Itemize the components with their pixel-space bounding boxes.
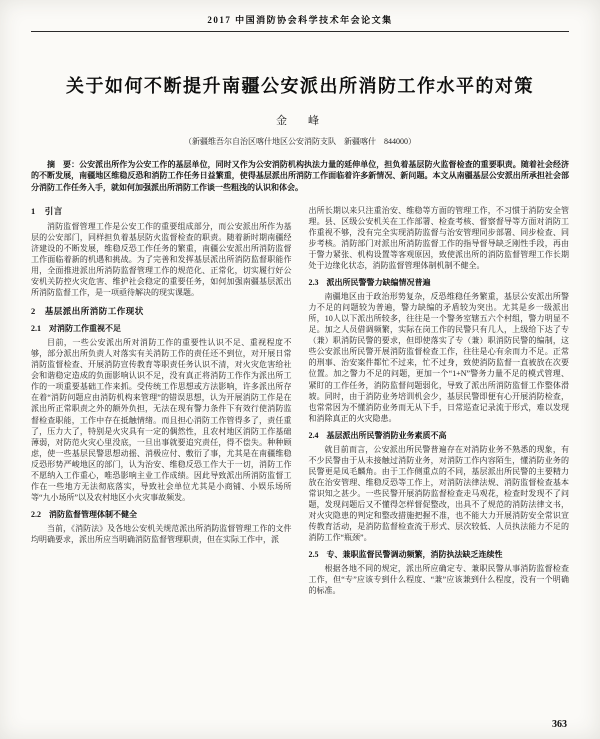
- section-2-4-heading: 2.4 基层派出所民警消防业务素质不高: [308, 430, 447, 440]
- section-2-3-paragraph: 南疆地区由于政治形势复杂，反恐维稳任务繁重，基层公安派出所警力不足的问题较为普遍，警力缺编的矛盾较为突出。尤其是乡一级派出所，10人以下派出所较多，往往是一个警务室辖五六个村组，警力明显不足。加之人员借调频繁，实际在岗工作的民警只有几人，上级给下达了专（兼）职消防民警的要求，但即使落实了专（兼）职消防民警的编制，这些公安派出所民警开展消防监督检查工作，往往是心有余而力不足。正常的刑事、治安案件都忙不过来，忙不过身，致使消防监督一直被放在次要位置。加之警力不足的问题，更加一个“1+N”警务力量不足的模式管理、紧盯的工作任务，消防监督问题弱化，导致了派出所消防监督工作整体滑坡。同时，由于消防业务培训机会少，基层民警即便有心开展消防检查，也常常因为不懂消防业务而无从下手，日常巡查记录流于形式，难以发现和消除真正的火灾隐患。: [308, 292, 569, 423]
- abstract-block: [31, 159, 569, 193]
- section-2-5-heading: 2.5 专、兼职监督民警调动频繁，消防执法缺乏连续性: [308, 549, 503, 559]
- section-2-1-paragraph: 目前，一些公安派出所对消防工作的重要性认识不足、重视程度不够，部分派出所负责人对落实有关消防工作的责任还不到位，对开展日常消防监督检查、开展消防宣传教育等职责任务认识不清，对火灾危害给社会和谐稳定造成的负面影响认识不足，没有真正将消防工作作为派出所工作的一项重要基础工作来抓。受传统工作思想或方法影响，许多派出所存在着“消防问题应由消防机构来管理”的错误思想，认为开展消防工作是在派出所正常职责之外的额外负担，无法在现有警力条件下有效行使消防监督检查职能，工作中存在抵触情绪。而且担心消防工作管得多了，责任重了，压力大了，特别是火灾具有一定的偶然性，且农村地区消防工作基础薄弱，对防范火灾心里没底，一旦出事就要追究责任，得不偿失。种种顾虑，使一些基层民警思想动摇、消极应付、敷衍了事，尤其是在南疆维稳反恐形势严峻地区的部门，认为治安、维稳反恐工作大于一切，消防工作不愿纳入工作重心，唯恐影响主业工作成绩。因此导致派出所消防监督工作在一些地方无法彻底落实，导致社会单位尤其是小商铺、小娱乐场所等“九小场所”以及农村地区小火灾事故频发。: [31, 338, 292, 502]
- two-column-body: [31, 204, 569, 706]
- section-2-3-heading: 2.3 派出所民警警力缺编情况普遍: [308, 278, 431, 288]
- section-1-paragraph: 消防监督管理工作是公安工作的重要组成部分，而公安派出所作为基层的公安部门，同样担负着基层防火监督检查的职责。随着新时期南疆经济建设的不断发展，维稳反恐工作任务的繁重，南疆公安派出所消防监督工作面临着新的机遇和挑战。为了完善和发挥基层派出所消防监督职能作用，全面推进派出所消防监督管理工作的规范化、正常化，切实履行好公安机关防控火灾危害、维护社会稳定的重要任务，如何加强南疆基层派出所消防监督工作，是一项亟待解决的现实课题。: [31, 222, 292, 298]
- abstract-label: 摘 要：: [47, 160, 80, 169]
- proceedings-title: 2017 中国消防协会科学技术年会论文集: [207, 15, 393, 25]
- section-1-heading: 1 引言: [31, 206, 63, 217]
- section-2-2-heading: 2.2 消防监督管理体制不健全: [31, 509, 137, 519]
- page-header: [31, 13, 569, 32]
- author-affiliation: （新疆维吾尔自治区喀什地区公安消防支队 新疆喀什 844000）: [184, 137, 416, 146]
- right-column: [309, 204, 570, 706]
- section-2-4-paragraph: 就目前而言，公安派出所民警普遍存在对消防业务不熟悉的现象，有不少民警由于从未接触过消防业务，对消防工作内容陌生，懂消防业务的民警更是凤毛麟角。由于工作侧重点的不同，基层派出所民警的主要精力放在治安管理、维稳反恐等工作上，对消防法律法规、消防监督检查基本常识知之甚少。一些民警开展消防监督检查走马观花，检查时发现不了问题，发现问题后又不懂得怎样督促整改，出具不了规范的消防法律文书，对火灾隐患的判定和整改措施把握不准，也不能大力开展消防安全常识宣传教育活动，是消防监督检查流于形式、层次较低、人员执法能力不足的消防工作“瓶颈”。: [308, 444, 569, 542]
- section-2-5-paragraph: 根据各地不同的规定，派出所应确定专、兼职民警从事消防监督检查工作，但“专”应该专到什么程度、“兼”应该兼到什么程度，没有一个明确的标准。: [308, 563, 569, 595]
- left-column: [31, 204, 292, 706]
- header-rule: [31, 31, 569, 32]
- paper-title: 关于如何不断提升南疆公安派出所消防工作水平的对策: [66, 76, 534, 96]
- section-2-2-continued-paragraph: 出所长期以来只注重治安、维稳等方面的管理工作，不习惯于消防安全管理。县、区级公安机关在工作部署、检查考核、督察督导等方面对消防工作重视不够，没有完全实现消防监督与治安管理同步部署、同步检查、同步考核。消防部门对派出所消防监督工作的指导督导缺乏刚性手段，再由于警力紧张、机构设置等客观原因，致使派出所的消防监督管理工作长期处于边缘化状态，消防监督管理体制机制不健全。: [308, 206, 569, 271]
- section-2-1-heading: 2.1 对消防工作重视不足: [31, 324, 121, 334]
- section-2-heading: 2 基层派出所消防工作现状: [31, 306, 144, 317]
- author-name: 金 峰: [276, 115, 324, 127]
- section-2-2-paragraph: 当前，《消防法》及各地公安机关规范派出所消防监督管理工作的文件均明确要求，派出所应当明确消防监督管理职责，但在实际工作中，派: [31, 523, 292, 544]
- page-number: 363: [552, 719, 567, 730]
- abstract-text: 公安派出所作为公安工作的基层单位，同时又作为公安消防机构执法力量的延伸单位，担负着基层防火监督检查的重要职责。随着社会经济的不断发展，南疆地区维稳反恐和消防工作任务日益繁重，使得基层派出所消防工作面临着许多新情况、新问题。本文从南疆基层公安派出所承担社会部分消防工作任务入手，就如何加强派出所消防工作谈一些粗浅的认识和体会。: [31, 160, 569, 192]
